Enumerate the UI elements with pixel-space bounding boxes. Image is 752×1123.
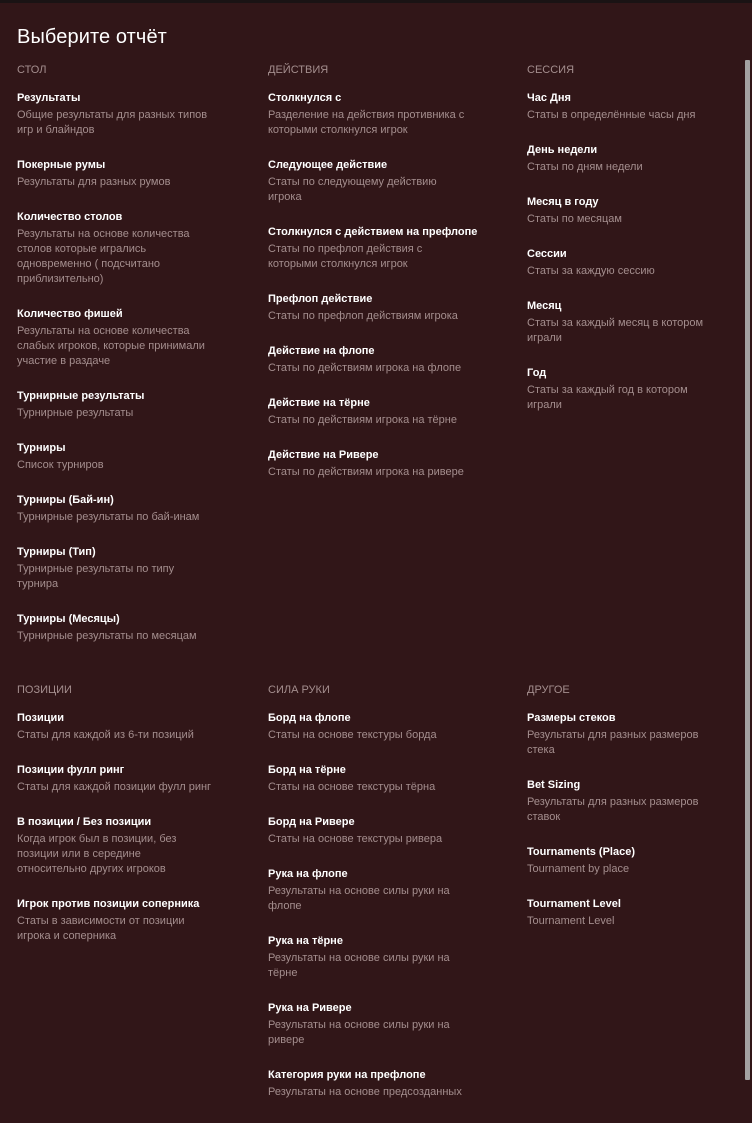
report-item-description: Результаты для разных румов: [17, 176, 171, 188]
report-list: [17, 91, 247, 644]
report-item-description: Статы для каждой из 6-ти позиций: [17, 729, 194, 741]
report-item-title: Префлоп действие: [268, 293, 373, 305]
report-item-description: Статы в зависимости от позиции игрока и соперника: [17, 915, 185, 942]
report-item[interactable]: [527, 897, 737, 929]
report-item-title: Tournament Level: [527, 898, 621, 910]
report-item[interactable]: [17, 389, 247, 421]
report-item[interactable]: [268, 711, 508, 743]
report-item[interactable]: [527, 299, 737, 346]
report-item-description: Статы по месяцам: [527, 213, 622, 225]
report-item-title: Следующее действие: [268, 159, 388, 171]
report-item[interactable]: [527, 366, 737, 413]
report-item-description: Статы в определённые часы дня: [527, 109, 696, 121]
section-pozicii: [17, 683, 247, 944]
report-item[interactable]: [527, 711, 737, 758]
report-item-title: Действие на Ривере: [268, 449, 379, 461]
report-item-description: Когда игрок был в позиции, без позиции или в середине относительно других игроков: [17, 833, 177, 875]
report-item-description: Статы на основе текстуры борда: [268, 729, 437, 741]
report-item[interactable]: [268, 934, 508, 981]
report-item[interactable]: [17, 763, 247, 795]
section-sila-ruki: [268, 683, 508, 1100]
report-item[interactable]: [527, 91, 737, 123]
report-item-title: Рука на флопе: [268, 868, 348, 880]
report-item-title: Борд на Ривере: [268, 816, 355, 828]
report-item-title: Турниры (Тип): [17, 546, 96, 558]
report-item-title: Tournaments (Place): [527, 846, 635, 858]
report-item[interactable]: [17, 897, 247, 944]
report-item-description: Результаты на основе количества слабых игроков, которые принимали участие в раздаче: [17, 325, 205, 367]
report-item-description: Статы за каждый месяц в котором играли: [527, 317, 704, 344]
report-item-description: Результаты для разных размеров ставок: [527, 796, 699, 823]
report-item-title: Количество столов: [17, 211, 123, 223]
report-item-description: Результаты на основе силы руки на флопе: [268, 885, 450, 912]
report-item-title: Сессии: [527, 248, 567, 260]
section-drugoe: [527, 683, 737, 929]
report-item[interactable]: [17, 441, 247, 473]
report-item-title: Рука на Ривере: [268, 1002, 352, 1014]
report-item-description: Турнирные результаты по месяцам: [17, 630, 197, 642]
report-item-description: Разделение на действия противника с которыми столкнулся игрок: [268, 109, 465, 136]
section-deystviya: [268, 63, 508, 480]
report-item-title: Турнирные результаты: [17, 390, 145, 402]
report-item-description: Tournament Level: [527, 915, 615, 927]
section-stol: [17, 63, 247, 644]
report-list: [17, 711, 247, 944]
report-item-description: Tournament by place: [527, 863, 630, 875]
report-list: [268, 91, 508, 480]
report-item[interactable]: [17, 493, 247, 525]
report-item-description: Результаты на основе количества столов которые игрались одновременно ( подсчитано приблизительно): [17, 228, 190, 285]
report-item[interactable]: [17, 307, 247, 369]
report-item-description: Статы за каждую сессию: [527, 265, 655, 277]
report-item[interactable]: [268, 344, 508, 376]
report-item[interactable]: [268, 396, 508, 428]
report-item[interactable]: [17, 612, 247, 644]
report-item[interactable]: [268, 1001, 508, 1048]
report-item[interactable]: [17, 158, 247, 190]
report-item-title: Действие на флопе: [268, 345, 375, 357]
report-item-description: Турнирные результаты по бай-инам: [17, 511, 200, 523]
report-item[interactable]: [527, 778, 737, 825]
report-item[interactable]: [17, 210, 247, 287]
report-item[interactable]: [527, 845, 737, 877]
report-item-title: В позиции / Без позиции: [17, 816, 152, 828]
report-item[interactable]: [268, 91, 508, 138]
section-header: ДЕЙСТВИЯ: [268, 64, 329, 76]
report-item-description: Статы по дням недели: [527, 161, 643, 173]
report-item-description: Статы за каждый год в котором играли: [527, 384, 688, 411]
report-list: [527, 91, 737, 413]
report-item[interactable]: [268, 225, 508, 272]
report-item-title: Категория руки на префлопе: [268, 1069, 426, 1081]
report-item-title: Покерные румы: [17, 159, 106, 171]
report-item-description: Турнирные результаты: [17, 407, 134, 419]
report-item-description: Список турниров: [17, 459, 104, 471]
report-item[interactable]: [17, 815, 247, 877]
report-item[interactable]: [17, 545, 247, 592]
section-sessiya: [527, 63, 737, 413]
report-item-title: Количество фишей: [17, 308, 123, 320]
report-item-title: Турниры (Бай-ин): [17, 494, 114, 506]
report-item-title: Столкнулся с действием на префлопе: [268, 226, 478, 238]
report-item-title: Месяц: [527, 300, 562, 312]
report-list: [268, 711, 508, 1100]
report-item-description: Статы по следующему действию игрока: [268, 176, 437, 203]
window-top-edge: [0, 0, 752, 3]
report-item[interactable]: [527, 143, 737, 175]
report-item-title: Турниры: [17, 442, 66, 454]
section-header: ДРУГОЕ: [527, 684, 570, 696]
report-item[interactable]: [268, 448, 508, 480]
section-header: ПОЗИЦИИ: [17, 684, 72, 696]
report-item-title: Позиции фулл ринг: [17, 764, 125, 776]
report-item-title: Борд на флопе: [268, 712, 351, 724]
report-item[interactable]: [17, 711, 247, 743]
report-item-description: Статы для каждой позиции фулл ринг: [17, 781, 212, 793]
report-item-title: Позиции: [17, 712, 64, 724]
report-item-description: Статы на основе текстуры тёрна: [268, 781, 436, 793]
report-item[interactable]: [268, 1068, 508, 1100]
report-item-title: День недели: [527, 144, 598, 156]
report-item-title: Месяц в году: [527, 196, 599, 208]
section-header: СИЛА РУКИ: [268, 684, 330, 696]
report-item[interactable]: [527, 195, 737, 227]
report-item-title: Игрок против позиции соперника: [17, 898, 200, 910]
report-item-title: Действие на тёрне: [268, 397, 370, 409]
report-list: [527, 711, 737, 929]
report-item-description: Статы по префлоп действиям игрока: [268, 310, 458, 322]
report-item-title: Bet Sizing: [527, 779, 581, 791]
report-item[interactable]: [268, 867, 508, 914]
report-item[interactable]: [527, 247, 737, 279]
report-item[interactable]: [268, 292, 508, 324]
report-item-title: Рука на тёрне: [268, 935, 343, 947]
report-item-title: Результаты: [17, 92, 81, 104]
report-item[interactable]: [268, 158, 508, 205]
report-item-description: Турнирные результаты по типу турнира: [17, 563, 175, 590]
report-item-description: Результаты на основе силы руки на тёрне: [268, 952, 450, 979]
report-item-title: Год: [527, 367, 547, 379]
report-item-description: Результаты для разных размеров стека: [527, 729, 699, 756]
report-item[interactable]: [17, 91, 247, 138]
report-item-title: Столкнулся с: [268, 92, 342, 104]
report-item-description: Статы по действиям игрока на флопе: [268, 362, 462, 374]
report-item-title: Час Дня: [527, 92, 571, 104]
report-item-description: Результаты на основе силы руки на ривере: [268, 1019, 450, 1046]
report-item-title: Размеры стеков: [527, 712, 616, 724]
section-header: СТОЛ: [17, 64, 47, 76]
report-item-description: Статы по действиям игрока на ривере: [268, 466, 464, 478]
report-item-title: Борд на тёрне: [268, 764, 346, 776]
report-item[interactable]: [268, 815, 508, 847]
report-item-description: Статы по префлоп действия с которыми столкнулся игрок: [268, 243, 423, 270]
scrollbar[interactable]: [745, 60, 750, 1080]
report-item-description: Общие результаты для разных типов игр и блайндов: [17, 109, 208, 136]
page-title: Выберите отчёт: [17, 26, 167, 48]
report-item-title: Турниры (Месяцы): [17, 613, 120, 625]
report-item[interactable]: [268, 763, 508, 795]
report-item-description: Результаты на основе предсозданных: [268, 1086, 462, 1098]
section-header: СЕССИЯ: [527, 64, 575, 76]
report-item-description: Статы на основе текстуры ривера: [268, 833, 443, 845]
report-item-description: Статы по действиям игрока на тёрне: [268, 414, 457, 426]
